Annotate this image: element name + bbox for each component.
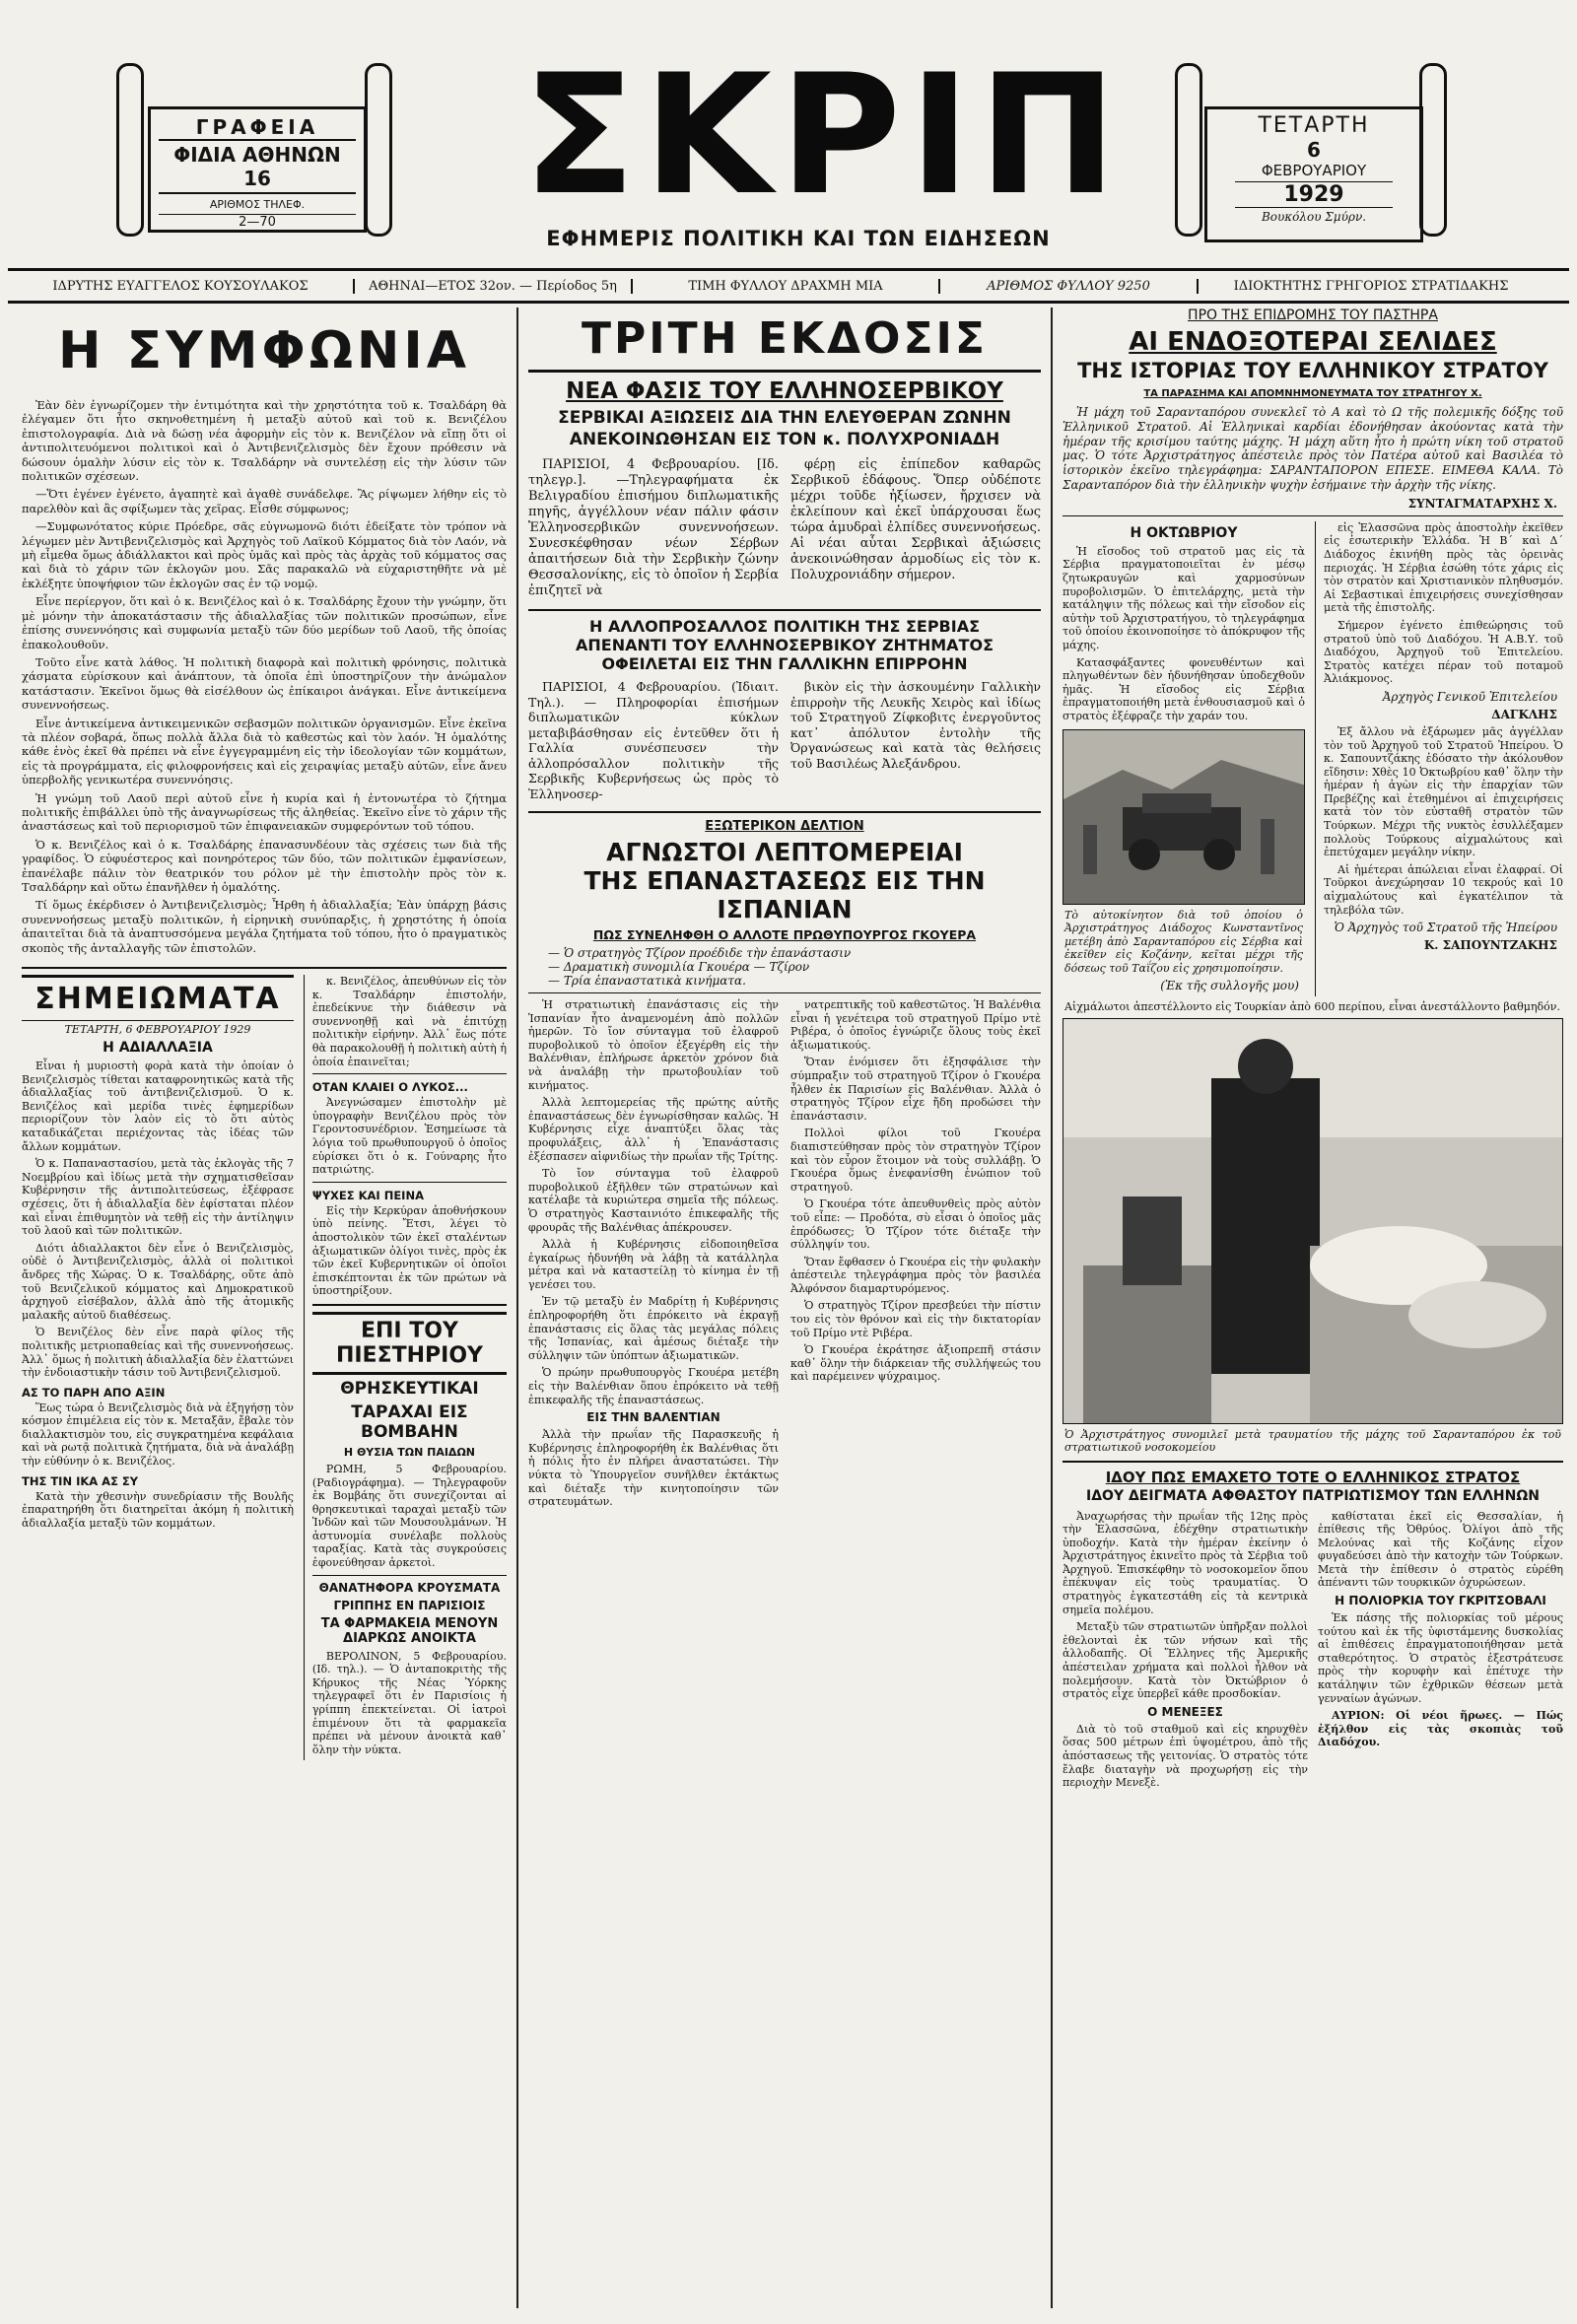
serbian-paragraph: φέρῃ εἰς ἐπίπεδον καθαρῶς Σερβικοῦ ἐδάφους. Ὅπερ οὐδέποτε μέχρι τοῦδε ἠξίωσεν, ἤρχισεν νὰ ἐκλείπουν καὶ ἐκεῖ ὑπάρχουσαι ἕως τώρα ἀμυδραὶ ἐλπίδες συνεννοήσεως. Αἱ νέαι αὗται Σερβικαὶ ἀξιώσεις ἀνεκοινώθησαν ἁρμοδίως εἰς τὸν κ. Πολυχρονιάδην σήμερον. — [790, 457, 1041, 582]
serbia-policy-story — [528, 679, 1041, 805]
serbian-paragraph: ΠΑΡΙΣΙΟΙ, 4 Φεβρουαρίου. [Ιδ. τηλεγρ.]. —Τηλεγραφήματα ἐκ Βελιγραδίου ἐπισήμου διπλωματικῆς πηγῆς, ἀγγέλλουν νέαν πάλιν φάσιν Ἑλληνοσερβικῶν συνεννοήσεων. Συνεσκέφθησαν νέων Σέρβων ἀπαιτήσεων διὰ τὴν Σερβικὴν ζώνην Θεσσαλονίκης, εἰς τὸ ὁποῖον ἡ Σερβία ἐπιζητεῖ νὰ — [528, 457, 779, 598]
serbian-head-3: ΑΝΕΚΟΙΝΩΘΗΣΑΝ ΕΙΣ ΤΟΝ κ. ΠΟΛΥΧΡΟΝΙΑΔΗ — [569, 430, 1000, 449]
editorial-paragraph: Τί ὅμως ἐκέρδισεν ὁ Ἀντιβενιζελισμὸς; Ἦρθη ἡ ἀδιαλλαξία; Ἐὰν ὑπάρχῃ βάσις συνεννοήσεως μεταξὺ πολιτικῶν, ἡ εἰρηνικὴ συνύπαρξις, ἡ χρηστότης ἡ ὁποία ἀπαιτεῖται διὰ τὰ ἀναπτυσσόμενα μεγάλα ζητήματα τοῦ τόπου, ἦτο ὁ πραγματικὸς σκοπὸς τῆς ἀνταλλαγῆς τῶν ἐπιστολῶν. — [22, 898, 507, 955]
serbia-policy-paragraph: ΠΑΡΙΣΙΟΙ, 4 Φεβρουαρίου. (Ἰδιαιτ. Τηλ.). — Πληροφορίαι ἐπισήμων διπλωματικῶν κύκλων μεταβιβάσθησαν εἰς ἐντεῦθεν ὅτι ἡ Γαλλία συνέσπευσεν τὴν ἀλλοπρόσαλλον πολιτικὴν τῆς Σερβικῆς Κυβερνήσεως ὡς πρὸς τὸ Ἑλληνοσερ- — [528, 679, 779, 801]
notes-paragraph: Ὁ κ. Παπαναστασίου, μετὰ τὰς ἐκλογὰς τῆς 7 Νοεμβρίου καὶ ἰδίως μετὰ τὴν σχηματισθεῖσαν Κυβέρνησιν τῆς ἀντιπολιτεύσεως, ἐξέφρασε σχέσεις, ὅτι ἡ ἀδιαλλαξία δὲν ἐφίσταται πλέον καὶ εἶναι ἐπιθυμητὸν νὰ τεθῇ εἰς τὴν ἀντίληψιν τοῦ λαοῦ καὶ τῶν πολιτικῶν. — [22, 1157, 294, 1238]
signature-title: Ἀρχηγὸς Γενικοῦ Ἐπιτελείου — [1382, 689, 1557, 704]
car-photo — [1063, 729, 1305, 905]
spain-head-2: ΤΗΣ ΕΠΑΝΑΣΤΑΣΕΩΣ ΕΙΣ ΤΗΝ ΙΣΠΑΝΙΑΝ — [583, 866, 986, 923]
spain-paragraph: Ἀλλὰ ἡ Κυβέρνησις εἰδοποιηθεῖσα ἐγκαίρως ἠδυνήθη νὰ λάβῃ τὰ κατάλληλα μέτρα καὶ νὰ καταστείλῃ τὸ κίνημα ἐν τῇ γενέσει του. — [528, 1238, 779, 1291]
piesterion-headline: ΕΠΙ ΤΟΥ ΠΙΕΣΤΗΡΙΟΥ — [312, 1312, 507, 1375]
army-paragraph: Ἐκ πάσης τῆς πολιορκίας τοῦ μέρους τούτου καὶ ἐκ τῆς ὑφιστάμενης δυσκολίας αἱ ἐπιθέσεις ἐπραγματοποιήθησαν μετὰ σταθερότητος. Ὁ στρατὸς ἐξεστράτευσε πρὸς τὴν κορυφὴν καὶ ἐπέτυχε τὴν κατάληψιν τῶν ἐχθρικῶν θέσεων μετὰ γενναίων ἀγώνων. — [1318, 1611, 1563, 1705]
army-story — [1063, 1510, 1563, 1794]
divider — [528, 992, 1041, 993]
spain-bullet: — Ὁ στρατηγὸς Τζίρον προέδιδε τὴν ἐπανάστασιν — [548, 946, 852, 960]
info-bar — [8, 268, 1569, 304]
left-ornament-scroll-2 — [365, 63, 392, 237]
price-label: ΤΙΜΗ ΦΥΛΛΟΥ ΔΡΑΧΜΗ ΜΙΑ — [633, 279, 940, 294]
editorial-body — [22, 398, 507, 955]
date-box — [1204, 106, 1423, 242]
founder-label: ΙΔΡΥΤΗΣ ΕΥΑΓΓΕΛΟΣ ΚΟΥΣΟΥΛΑΚΟΣ — [8, 279, 355, 294]
serbian-head-1: ΝΕΑ ΦΑΣΙΣ ΤΟΥ ΕΛΛΗΝΟΣΕΡΒΙΚΟΥ — [566, 378, 1003, 404]
spain-paragraph: Ὅταν ἐνόμισεν ὅτι ἐξησφάλισε τὴν σύμπραξιν τοῦ στρατηγοῦ Τζίρον ὁ Γκουέρα ἦλθεν ἐκ Παρισίων εἰς Βαλένθιαν. Ἀλλὰ ὁ στρατηγὸς Τζίρον εἶχε ἤδη προδώσει τὴν ἐπανάστασιν. — [790, 1056, 1041, 1123]
column-history — [1063, 308, 1563, 2308]
notes-small-head: ΑΣ ΤΟ ΠΑΡΗ ΑΠΟ ΑΞΙΝ — [22, 1385, 166, 1400]
editorial-paragraph: Ὁ κ. Βενιζέλος καὶ ὁ κ. Τσαλδάρης ἐπανασυνδέουν τὰς σχέσεις των διὰ τῆς γραφίδος. Ὁ εὐφυέστερος καὶ πονηρότερος τῶν δύο, τῶν πολιτικῶν ἐμφανίσεων, ἐπανέλαβε πάλιν τὸν θεατρικόν του ρόλον μὲ τὴν ἐπιστολὴν πρὸς τὸν κ. Τσαλδάρην καὶ οὕτω ἐπανῆλθεν ἡ ὁμαλότης. — [22, 837, 507, 894]
spain-paragraph: Ἡ στρατιωτικὴ ἐπανάστασις εἰς τὴν Ἱσπανίαν ἦτο ἀναμενομένη ἀπὸ πολλῶν ἡμερῶν. Τὸ ἴον σύνταγμα τοῦ ἐλαφροῦ πυροβολικοῦ τὸ ὁποῖον ἐξεγέρθη εἰς τὴν Βαλένθιαν, ἐπλήρωσε ἀρκετὸν χρόνον διὰ νὰ ἀναλάβῃ τὴν πρωτοβουλίαν τοῦ κινήματος. — [528, 998, 779, 1092]
spain-bullet: — Τρία ἐπαναστατικὰ κινήματα. — [548, 974, 746, 988]
column-news — [528, 308, 1041, 2308]
newspaper-subtitle: ΕΦΗΜΕΡΙΣ ΠΟΛΙΤΙΚΗ ΚΑΙ ΤΩΝ ΕΙΔΗΣΕΩΝ — [546, 227, 1051, 250]
date-month: ΦΕΒΡΟΥΑΡΙΟΥ — [1261, 162, 1367, 179]
spain-paragraph: Ὁ Γκουέρα ἐκράτησε ἀξιοπρεπῆ στάσιν καθ᾽ ὅλην τὴν διάρκειαν τῆς συλλήψεώς του καὶ παρέμεινεν ψύχραιμος. — [790, 1343, 1041, 1384]
notes-small-head-2: ΤΗΣ ΤΙΝ ΙΚΑ ΑΣ ΣΥ — [22, 1473, 139, 1488]
history-intro: Ἡ μάχη τοῦ Σαρανταπόρου συνεκλεῖ τὸ Α καὶ τὸ Ω τῆς πολεμικῆς δόξης τοῦ Ἑλληνικοῦ Στρατοῦ. Αἱ Ἑλληνικαὶ καρδίαι ἐδονήθησαν ἀκούοντας κατὰ τὴν ἡμέραν τῆς κρισίμου ταύτης μάχης. Ἡ μάχη αὕτη ἦτο ἡ πρώτη νίκη τοῦ στρατοῦ μας. Ὁ τότε Ἀρχιστράτηγος ἀπέστειλε πρὸς τὸν Πατέρα αὐτοῦ καὶ Βασιλέα τὸ ἱστορικὸν ἐκεῖνο τηλεγράφημα: ΣΑΡΑΝΤΑΠΟΡΟΝ ΕΠΕΣΕ. ΕΙΜΕΘΑ ΚΑΛΑ. Τὸ Σαρανταπόρον διὰ τὴν ἑλληνικὴν ψυχὴν ἐσήμαινε τὴν ἀρχὴν τῆς νίκης. — [1063, 405, 1563, 492]
hospital-photo — [1063, 1018, 1563, 1424]
date-year: 1929 — [1235, 181, 1393, 208]
spain-paragraph: νατρεπτικῆς τοῦ καθεστῶτος. Ἡ Βαλένθια εἶναι ἡ γενέτειρα τοῦ στρατηγοῦ Πρίμο ντὲ Ριβέρα, ὁ ὁποῖος ἐγνώριζε ὅλους τοὺς ἐκεῖ ἀξιωματικούς. — [790, 998, 1041, 1052]
phone-label: ΑΡΙΘΜΟΣ ΤΗΛΕΦ. — [209, 198, 306, 211]
spain-story — [528, 998, 1041, 1513]
army-right — [1318, 1510, 1563, 1794]
history-kicker: ΠΡΟ ΤΗΣ ΕΠΙΔΡΟΜΗΣ ΤΟΥ ΠΑΣΤΗΡΑ — [1188, 308, 1438, 323]
notes-small-paragraph: Ἕως τώρα ὁ Βενιζελισμὸς διὰ νὰ ἐξηγήσῃ τὸν κόσμον ἐπιμέλεια εἰς τὸν κ. Μεταξᾶν, ἔβαλε τὸν διαλλακτισμὸν του, εἰς συγκρατημένα κεφάλαια καὶ νὰ ρωτᾷ πολιτικὰ ζητήματα, διὰ νὰ ἀναλάβῃ τὴν εὐθύνην ὁ κ. Βενιζέλος. — [22, 1401, 294, 1469]
side-paragraph: Εἰς τὴν Κερκύραν ἀποθνήσκουν ὑπὸ πείνης. Ἔτσι, λέγει τὸ ἀποστολικὸν τῶν ἐκεῖ σταλέντων ἀξιωματικῶν ὀλίγοι τινὲς, πρὸς ἐκ τῶν ἐκεῖ Κυβερνητικῶν οἱ ὁποῖοι ἐπισκέπτονται ἐκ τῶν πρώτων νὰ ὑποστηρίξουν. — [311, 1203, 507, 1298]
signature-name: ΔΑΓΚΛΗΣ — [1491, 707, 1557, 721]
history-right-paragraph: Αἱ ἡμέτεραι ἀπώλειαι εἶναι ἐλαφραί. Οἱ Τοῦρκοι ἀνεχώρησαν 10 τεκρούς καὶ 10 αἰχμαλώτους καὶ ἐγκατέλιπον τὰ τηλεβόλα τῶν. — [1324, 862, 1563, 917]
history-signature: ΣΥΝΤΑΓΜΑΤΑΡΧΗΣ Χ. — [1407, 496, 1557, 511]
notes-side-column — [304, 975, 507, 1760]
city-year-label: ΑΘΗΝΑΙ—ΕΤΟΣ 32ον. — Περίοδος 5η — [355, 279, 633, 294]
spain-paragraph: Ὁ Γκουέρα τότε ἀπευθυνθεὶς πρὸς αὐτὸν τοῦ εἶπε: — Προδότα, σὺ εἶσαι ὁ ὁποῖος μᾶς ἐπρόδωσες; Ὁ Τζίρον τότε διέταξε τὴν σύλληψίν του. — [790, 1197, 1041, 1252]
bombay-head-3: Η ΘΥΣΙΑ ΤΩΝ ΠΑΙΔΩΝ — [343, 1445, 475, 1459]
offices-box — [148, 106, 367, 233]
side-paragraph: κ. Βενιζέλος, ἀπευθύνων εἰς τὸν κ. Τσαλδάρην ἐπιστολήν, ἐπεδείκνυε τὴν διάθεσιν νὰ συνεννοηθῇ καὶ νὰ ἐπιτύχῃ πολιτικὴν εἰρήνην. Ἀλλ᾽ ἕως πότε θὰ παρακολουθῇ ἡ πολιτικὴ αὐτὴ ἡ ὁποία ἐπαινεῖται; — [311, 975, 507, 1068]
spain-column-a — [528, 998, 779, 1513]
side-head: ΟΤΑΝ ΚΛΑΙΕΙ Ο ΛΥΚΟΣ... — [311, 1080, 468, 1095]
army-paragraph: καθίσταται ἐκεῖ εἰς Θεσσαλίαν, ἡ ἐπίθεσις τῆς Ὀθρύος. Ὀλίγοι ἀπὸ τῆς Μελούνας καὶ τῆς Κοζάνης εἶχον φυγαδεύσει ἀπὸ τὴν κατοχὴν τῶν Τούρκων. Μετὰ τὴν ἐπίθεσιν ὁ στρατὸς εὑρέθη ἀπέναντι τῶν τουρκικῶν ὀχυρώσεων. — [1318, 1509, 1563, 1590]
bombay-head-1: ΘΡΗΣΚΕΥΤΙΚΑΙ — [340, 1378, 479, 1399]
notes-section — [22, 975, 294, 1760]
spain-paragraph: Ὁ πρώην πρωθυπουργὸς Γκουέρα μετέβη εἰς τὴν Βαλένθιαν ὅπου ἐπρόκειτο νὰ τεθῇ ἐπικεφαλῆς τῆς ἐπαναστάσεως. — [528, 1366, 779, 1406]
prisoners-note: Αἰχμάλωτοι ἀπεστέλλοντο εἰς Τουρκίαν ἀπὸ 600 περίπου, εἶναι ἀνεστάλλοντο βαθμηδόν. — [1064, 1000, 1560, 1013]
notes-paragraph: Εἶναι ἡ μυριοστὴ φορὰ κατὰ τὴν ὁποίαν ὁ Βενιζελισμὸς τίθεται καταφρονητικῶς κατὰ τῆς ἀδιαλλαξίας τοῦ ἀντιβενιζελισμοῦ. Ὁ κ. Βενιζέλος καὶ μερίδα τινὲς ἐφημερίδων περιορίζουν τὸν λαὸν εἰς τὸ ὅτι αὐτὸς καταδικάζεται περιέχοντας τὰς ἰδέας τῶν ἄλλων κομμάτων. — [22, 1059, 294, 1153]
notes-paragraph: Διότι ἀδιαλλακτοι δὲν εἶνε ὁ Βενιζελισμὸς, οὐδὲ ὁ Ἀντιβενιζελισμὸς, ἀλλὰ οἱ πολιτικοὶ ἄνδρες τῆς Χώρας. Ὁ κ. Τσαλδάρης, οὔτε ἀπὸ τοῦ Βενιζελικοῦ κόμματος καὶ Δημοκρατικοῦ ἀρχηγοῦ εἰσέβαλον, ἀλλὰ ἀπὸ τῆς ἀτομικῆς μαλακῆς αὐτοῦ διαθέσεως. — [22, 1241, 294, 1322]
divider — [1063, 515, 1563, 516]
army-paragraph: Ἀναχωρήσας τὴν πρωΐαν τῆς 12ης πρὸς τὴν Ἐλασσῶνα, ἐδέχθην στρατιωτικὴν ὑποδοχήν. Κατὰ τὴν ἡμέραν ἐκείνην ὁ Ἀρχιστράτηγος ἐκινεῖτο πρὸς τὰ Σέρβια τοῦ Ἀρχηγοῦ. Ἐπισκέφθην τὸ νοσοκομεῖον ὅπου ἐπέκυψαν εἰς τοὺς τραυματίας. Ὁ στρατηγὸς ἐγκατεστάθη εἰς τὰ κεντρικὰ σημεῖα πολέμου. — [1063, 1509, 1308, 1616]
column-rule-1 — [516, 308, 518, 2308]
editorial-paragraph: Τοῦτο εἶνε κατὰ λάθος. Ἡ πολιτικὴ διαφορὰ καὶ πολιτικὴ φρόνησις, πολιτικὰ χάσματα εὑρίσκουν καὶ ἀνάπτουν, τὰ ὁποῖα ἐπὶ ὑποστηρίζουν τὴν ἀνώμαλον κατάστασιν. Ἐκεῖνοι ὅμως θὰ εἰσέλθουν ὡς ἐπίκαιροι ἀνάγκαι. Εἶνε ἀντικείμενα συνεννοήσεως. — [22, 654, 507, 713]
offices-title: ΓΡΑΦΕΙΑ — [159, 115, 356, 141]
divider — [312, 1575, 507, 1576]
signature-title: Ὁ Ἀρχηγὸς τοῦ Στρατοῦ τῆς Ἠπείρου — [1334, 921, 1557, 935]
valencia-head: ΕΙΣ ΤΗΝ ΒΑΛΕΝΤΙΑΝ — [586, 1410, 720, 1425]
spain-paragraph: Ὅταν ἔφθασεν ὁ Γκουέρα εἰς τὴν φυλακὴν ἀπέστειλε τηλεγράφημα πρὸς τὸν βασιλέα Ἀλφόνσον διαμαρτυρόμενος. — [790, 1255, 1041, 1295]
serbian-head-2: ΣΕΡΒΙΚΑΙ ΑΞΙΩΣΕΙΣ ΔΙΑ ΤΗΝ ΕΛΕΥΘΕΡΑΝ ΖΩΝΗΝ — [558, 408, 1011, 428]
notes-small-paragraph-2: Κατὰ τὴν χθεσινὴν συνεδρίασιν τῆς Βουλῆς ἐπαρατηρήθη ὅτι διατηρεῖται ἀκόμη ἡ πολιτικὴ ἀδιαλλαξία μεταξὺ τῶν κομμάτων. — [22, 1489, 294, 1530]
editorial-paragraph: Εἶνε περίεργον, ὅτι καὶ ὁ κ. Βενιζέλος καὶ ὁ κ. Τσαλδάρης ἔχουν τὴν γνώμην, ὅτι μὲ μόνην τὴν ἀποκατάστασιν τῆς ἀδιαλλαξίας τῶν πολιτικῶν προσώπων, εἶνε ἐπίσης συνεννόησις καὶ συμφωνία μεταξὺ τῶν δύο μερίδων τοῦ Λαοῦ, τῆς ὁποίας ἐπακολουθοῦν. — [22, 594, 507, 651]
side-head: ΨΥΧΕΣ ΚΑΙ ΠΕΙΝΑ — [311, 1188, 424, 1202]
serbia-policy-head-2: ΑΠΕΝΑΝΤΙ ΤΟΥ ΕΛΛΗΝΟΣΕΡΒΙΚΟΥ ΖΗΤΗΜΑΤΟΣ — [576, 636, 994, 654]
owner-label: ΙΔΙΟΚΤΗΤΗΣ ΓΡΗΓΟΡΙΟΣ ΣΤΡΑΤΙΔΑΚΗΣ — [1233, 278, 1509, 294]
october-paragraph: Κατασφάξαντες φονευθέντων καὶ πληγωθέντων δὲν ἠδυνήθησαν ὑποδεχθοῦν ἡμᾶς. Ἡ εἴσοδος εἰς Σέρβια ἐπραγματοποιήθη μετὰ ἐνθουσιασμοῦ καὶ ὁ στρατὸς ἐξέφραζε τὴν χαράν του. — [1063, 655, 1305, 722]
history-head-2: ΤΗΣ ΙΣΤΟΡΙΑΣ ΤΟΥ ΕΛΛΗΝΙΚΟΥ ΣΤΡΑΤΟΥ — [1077, 359, 1548, 382]
right-ornament-scroll — [1175, 63, 1202, 237]
spain-paragraph: Πολλοὶ φίλοι τοῦ Γκουέρα διαπιστεύθησαν πρὸς τὸν στρατηγὸν Τζίρον καὶ τὸν εὗρον ἕτοιμον νὰ τοὺς συλλάβῃ. Ὁ Γκουέρα ὅμως ἐνεφανίσθη ἐνώπιον τοῦ στρατηγοῦ. — [790, 1127, 1041, 1194]
flu-paragraph: ΒΕΡΟΛΙΝΟΝ, 5 Φεβρουαρίου. (Ιδ. τηλ.). — Ὁ ἀνταποκριτὴς τῆς Κήρυκος τῆς Νέας Ὑόρκης τηλεγραφεῖ ὅτι ἐν Παρισίοις ἡ γρίππη ἐπεκτείνεται. Οἱ ἰατροὶ ἐπιμένουν ὅτι τὰ φαρμακεῖα πρέπει νὰ μένουν ἀνοικτὰ καθ᾽ ὅλην τὴν νύκτα. — [311, 1649, 507, 1756]
spain-paragraph: Ὁ στρατηγὸς Τζίρον πρεσβεύει τὴν πίστιν του εἰς τὸν θρόνον καὶ εἰς τὴν δικτατορίαν τοῦ Πρίμο ντὲ Ριβέρα. — [790, 1299, 1041, 1339]
notes-headline: ΣΗΜΕΙΩΜΑΤΑ — [22, 975, 294, 1021]
date-weekday: ΤΕΤΑΡΤΗ — [1258, 113, 1370, 138]
valencia-paragraph: Ἀλλὰ τὴν πρωΐαν τῆς Παρασκευῆς ἡ Κυβέρνησις ἐπληροφορήθη ἐκ Βαλένθιας ὅτι ἡ πόλις ἦτο ἐν πλήρει ἀναστατώσει. Τὴν νύκτα τὸ Ὑπουργεῖον συνῆλθεν ἐκτάκτως καὶ διέταξε τὴν κινητοποίησιν τῶν στρατευμάτων. — [528, 1428, 779, 1509]
editorial-paragraph: Εἶνε ἀντικείμενα ἀντικειμενικῶν σεβασμῶν πολιτικῶν ὀργανισμῶν. Εἶνε ἐκεῖνα τὰ πλέον σοβαρά, ὅπως πολλὰ ἄλλα διὰ τὸ καθεστὼς καὶ τὸν λαόν. Ἡ ὁμαλότης κάθε ἑνὸς ἐκεῖ θὰ πρέπει νὰ εἶνε ἐγγεγραμμένη εἰς τὴν ἰδεολογίαν τῶν κομμάτων, εἰς τὰ προγράμματα, εἰς φιλοφρονήσεις καὶ εἰς χειραψίας μεταξὺ αὐτῶν, εἶνε ἄνευ ὑπερβολῆς γενικωτέρα συνεννόησις. — [22, 716, 507, 787]
side-paragraph: Ἀνεγνώσαμεν ἐπιστολὴν μὲ ὑπογραφὴν Βενιζέλου πρὸς τὸν Γεροντοσυνέδριον. Ἐσημείωσε τὰ λόγια τοῦ πρωθυπουργοῦ ὁ ὁποῖος εὑρίσκει ὅτι ὁ κ. Γούναρης ἦτο πατριώτης. — [311, 1096, 507, 1177]
spain-paragraph: Τὸ ἴον σύνταγμα τοῦ ἐλαφροῦ πυροβολικοῦ ἐξῆλθεν τῶν στρατώνων καὶ κατέλαβε τὰ κυριώτερα σημεῖα τῆς πόλεως. Ὁ στρατηγὸς Κασταινιότο ἐπικεφαλῆς τῆς φρουρᾶς τῆς Βαλένθιας ἀπέκρουσεν. — [528, 1167, 779, 1234]
divider — [528, 609, 1041, 611]
history-right — [1315, 521, 1563, 996]
issue-number: ΑΡΙΘΜΟΣ ΦΥΛΛΟΥ 9250 — [940, 279, 1199, 294]
history-two-col — [1063, 521, 1563, 996]
serbian-story — [528, 457, 1041, 603]
spain-bullet: — Δραματικὴ συνομιλία Γκουέρα — Τζίρον — [548, 960, 810, 974]
army-left — [1063, 1510, 1308, 1794]
army-paragraph: Διὰ τὸ τοῦ σταθμοῦ καὶ εἰς κηρυχθὲν ὅσας 500 μέτρων ἐπὶ ὑψομέτρου, ἀπὸ τῆς ἀπόστασεως τῆς γειτονίας. Ὁ στρατὸς τότε ἔλαβε διαταγὴν νὰ προχωρήσῃ εἰς τὴν περιοχὴν Μενεξὲ. — [1063, 1722, 1308, 1790]
editorial-paragraph: —Συμφωνότατος κύριε Πρόεδρε, σᾶς εὐγνωμονῶ διότι ἐδείξατε τὸν τρόπον νὰ λέγωμεν μὲν Ἀντιβενιζελισμὸς καὶ Ἀρχηγὸς τοῦ Λαϊκοῦ Κόμματος διὰ τὸν Λαόν, νὰ μὴ εἶμεθα ὅμως ἀδιάλλακτοι καὶ πρὸς ὑμᾶς καὶ πρὸς τὰς ἀρχὰς τοῦ κόμματος σας καὶ διὰ τὸ χάριν τῶν ἐκλογῶν μου. Σᾶς παρακαλῶ νὰ εὐχαριστηθῆτε νὰ μὲ ἐκλέξητε ὑποψήφιον τῶν ἐκλογῶν σας ἐν τῷ νομῷ. — [22, 519, 507, 590]
army-head-2: ΙΔΟΥ ΔΕΙΓΜΑΤΑ ΑΦΘΑΣΤΟΥ ΠΑΤΡΙΩΤΙΣΜΟΥ ΤΩΝ ΕΛΛΗΝΩΝ — [1086, 1487, 1540, 1504]
history-head-3: ΤΑ ΠΑΡΑΣΗΜΑ ΚΑΙ ΑΠΟΜΝΗΜΟΝΕΥΜΑΤΑ ΤΟΥ ΣΤΡΑΤΗΓΟΥ Χ. — [1143, 388, 1482, 399]
date-saint: Βουκόλου Σμύρν. — [1261, 210, 1367, 224]
flu-head-1: ΘΑΝΑΤΗΦΟΡΑ ΚΡΟΥΣΜΑΤΑ — [318, 1580, 501, 1595]
divider — [528, 811, 1041, 813]
notes-paragraph: Ὁ Βενιζέλος δὲν εἶνε παρὰ φίλος τῆς πολιτικῆς μετριοπαθείας καὶ τῆς συνεννοήσεως. Ἀλλ᾽ ὅμως ἡ πολιτικὴ ἀδιαλλαξία δὲν ἐλαττώνει τὴν ἐνδοιαστικὴν τάσιν τοῦ Ἀντιβενιζελισμοῦ. — [22, 1326, 294, 1380]
october-head: Η ΟΚΤΩΒΡΙΟΥ — [1130, 524, 1238, 541]
third-edition-banner: ΤΡΙΤΗ ΕΚΔΟΣΙΣ — [528, 308, 1041, 373]
column-editorial — [22, 308, 507, 2308]
history-right-paragraph: εἰς Ἐλασσῶνα πρὸς ἀποστολὴν ἐκεῖθεν εἰς ἐσωτερικὴν Ἑλλάδα. Ἡ Β΄ καὶ Δ΄ Διάδοχος ἐκινήθη πρὸς τὰς ὀρεινὰς περιοχάς. Ἡ Σέρβια ἐσώθη τότε χάρις εἰς τὸν στρατὸν καὶ Χριστιανικὸν πληθυσμόν. Αἱ Σεβαστικαὶ ἐπιχειρήσεις συνεχίσθησαν μετὰ τῆς ἐπιστολῆς. — [1324, 520, 1563, 615]
editorial-paragraph: Ἡ γνώμη τοῦ Λαοῦ περὶ αὐτοῦ εἶνε ἡ κυρία καὶ ἡ ἐντονωτέρα τὸ ζήτημα πολιτικῆς ἐπιβάλλει ὑπὸ τῆς ἀναγνωρίσεως τῆς ἀληθείας. Ἐκεῖνο εἶνε τὸ χάριν τῆς ἀναστάσεως καὶ τοῦ περιορισμοῦ τῶν ἐπιφανειακῶν συμφερόντων τοῦ τόπου. — [22, 790, 507, 834]
editorial-paragraph: —Ὅτι ἐγένεν ἐγένετο, ἀγαπητὲ καὶ ἀγαθὲ συνάδελφε. Ἂς ρίψωμεν λήθην εἰς τὸ παρελθὸν καὶ ἂς σφίξωμεν τὰς χεῖρας. Εἶσθε σύμφωνος; — [22, 487, 507, 515]
flu-head-2: ΓΡΙΠΠΗΣ ΕΝ ΠΑΡΙΣΙΟΙΣ — [333, 1598, 486, 1612]
history-left — [1063, 521, 1305, 996]
car-photo-caption: Τὸ αὐτοκίνητον διὰ τοῦ ὁποίου ὁ Ἀρχιστράτηγος Διάδοχος Κωνσταντῖνος μετέβη ἀπὸ Σαρανταπόρου εἰς Σέρβια καὶ ἐκεῖθεν εἰς Κοζάνην, κεῖται μέχρι τῆς δόσεως τοῦ Ταΐζου εἰς χρησιμοποίησιν. — [1064, 908, 1303, 975]
october-paragraph: Ἡ εἴσοδος τοῦ στρατοῦ μας εἰς τὰ Σέρβια πραγματοποιεῖται ἐν μέσῳ ζητωκραυγῶν καὶ χαρμοσύνων πυροβολισμῶν. Ὁ ἐπιτελάρχης, μετὰ τὴν κατάληψιν τῆς πόλεως καὶ τὴν εἴσοδον εἰς αὐτὴν τοῦ Ἀρχιστρατήγου, τὸ τηλεγράφημα τοῦ ὁποίου ἐκοινοποίησε τὸ ἀπόκρυφον τῆς μάχης. — [1063, 544, 1305, 651]
column-rule-2 — [1051, 308, 1053, 2308]
serbia-policy-head-1: Η ΑΛΛΟΠΡΟΣΑΛΛΟΣ ΠΟΛΙΤΙΚΗ ΤΗΣ ΣΕΡΒΙΑΣ — [588, 617, 980, 636]
date-day: 6 — [1307, 138, 1321, 162]
car-photo-graphic — [1063, 730, 1305, 904]
siege-head: Η ΠΟΛΙΟΡΚΙΑ ΤΟΥ ΓΚΡΙΤΣΟΒΑΛΙ — [1335, 1594, 1546, 1608]
divider — [312, 1073, 507, 1074]
army-head-1: ΙΔΟΥ ΠΩΣ ΕΜΑΧΕΤΟ ΤΟΤΕ Ο ΕΛΛΗΝΙΚΟΣ ΣΤΡΑΤΟΣ — [1105, 1468, 1521, 1486]
car-photo-source: (Ἐκ τῆς συλλογῆς μου) — [1160, 979, 1299, 992]
divider — [312, 1304, 507, 1306]
bombay-paragraph: ΡΩΜΗ, 5 Φεβρουαρίου. (Ραδιογράφημα). — Τηλεγραφοῦν ἐκ Βομβάης ὅτι συνεχίζονται αἱ θρησκευτικαὶ ταραχαὶ μεταξὺ τῶν Ἰνδῶν καὶ τῶν Μουσουλμάνων. Ἡ ἀστυνομία συνέλαβε πολλοὺς ταραξίας. Κατὰ τὰς συγκρούσεις ἐφονεύθησαν ἀρκετοὶ. — [311, 1462, 507, 1570]
army-paragraph: Μεταξὺ τῶν στρατιωτῶν ὑπῆρξαν πολλοὶ ἐθελονταὶ ἐκ τῶν νήσων καὶ τῆς ἀλλοδαπῆς. Οἱ Ἕλληνες τῆς Ἀμερικῆς ἀπέστειλαν χρήματα καὶ πολλοὶ ἦλθον νὰ πολεμήσουν. Κατὰ τὸν Ὀκτώβριον ὁ στρατὸς εἶχε ὑπερβεῖ κάθε προσδοκίαν. — [1063, 1620, 1308, 1701]
history-head-1: ΑΙ ΕΝΔΟΞΟΤΕΡΑΙ ΣΕΛΙΔΕΣ — [1129, 327, 1497, 357]
editorial-paragraph: Ἐὰν δὲν ἐγνωρίζομεν τὴν ἐντιμότητα καὶ τὴν χρηστότητα τοῦ κ. Τσαλδάρη θὰ ἐλέγαμεν ὅτι ἦτο σκηνοθετημένη ἡ μεταξὺ αὐτοῦ καὶ τοῦ κ. Βενιζέλου ἐπιστολογραφία. Διὰ νὰ δώσῃ νέα ἀφορμὴν εἰς τὸν κ. Βενιζέλον νὰ εἴπῃ ὅτι οἱ ἀντιπολιτευόμενοι πολιτικοὶ καὶ ὁ Ἀντιβενιζελισμὸς δὲν ἔχουν πρόθεσιν νὰ δώσουν ὁμαλὴν λύσιν εἰς τὸν κ. Τσαλδάρην νὰ συντελέσῃ εἰς τὴν λύσιν τῶν πολιτικῶν σχέσεων. — [22, 398, 507, 484]
spain-paragraph: Ἀλλὰ λεπτομερείας τῆς πρώτης αὐτῆς ἐπαναστάσεως δὲν ἐγνωρίσθησαν καλῶς. Ἡ Κυβέρνησις εἶχε ἀναπτύξει ὅλας τὰς προφυλάξεις, ἀλλ᾽ ἡ Ἐπανάστασις ἐξέσπασεν αἰφνιδίως τὴν πρωΐαν τῆς Τρίτης. — [528, 1096, 779, 1163]
phone-number: 2—70 — [159, 214, 356, 230]
tomorrow-note: ΑΥΡΙΟΝ: Οἱ νέοι ἥρωες. — Πώς ἐξήλθον εἰς τὰς σκοπιὰς τοῦ Διαδόχου. — [1318, 1709, 1563, 1749]
flu-head-3: ΤΑ ΦΑΡΜΑΚΕΙΑ ΜΕΝΟΥΝ ΔΙΑΡΚΩΣ ΑΝΟΙΚΤΑ — [320, 1615, 499, 1646]
history-right-paragraph: Ἐξ ἄλλου νὰ ἐξάρωμεν μᾶς ἀγγέλλαν τὸν τοῦ Ἀρχηγοῦ τοῦ Στρατοῦ Ἠπείρου. Ὁ κ. Σαπουντζάκης ἐδόσατο τὴν ἀκόλουθον εἴδησιν: Χθὲς 10 Ὀκτωβρίου καθ᾽ ὅλην τὴν ἡμέραν ἡ ἀγὼν εἰς τὴν ἐπαρχίαν τῶν Πρεβέζης καὶ ἐτεθημένοι αἱ ἐπιχειρήσεις κατὰ τὸν τὸν εὐσταθῆ στρατὸν τῶν Τούρκων. Μέχρι τῆς νυκτὸς ἐσυλλέξαμεν πολλοὺς Τούρκους αἰχμαλώτους καὶ ἐπετύχαμεν μεγάλην νίκην. — [1324, 724, 1563, 859]
serbia-policy-head-3: ΟΦΕΙΛΕΤΑΙ ΕΙΣ ΤΗΝ ΓΑΛΛΙΚΗΝ ΕΠΙΡΡΟΗΝ — [601, 654, 968, 673]
spain-column-b — [790, 998, 1041, 1513]
newspaper-logo: ΣΚΡΙΠ — [522, 38, 1126, 232]
spain-head-1: ΑΓΝΩΣΤΟΙ ΛΕΠΤΟΜΕΡΕΙΑΙ — [606, 838, 963, 866]
spain-bullets — [548, 946, 1021, 988]
history-right-paragraph: Σήμερον ἐγένετο ἐπιθεώρησις τοῦ στρατοῦ ὑπὸ τοῦ Διαδόχου. Ἡ Α.Β.Υ. τοῦ Διαδόχου, Ἀρχηγοῦ τοῦ Ἐπιτελείου. Στρατὸς κατέχει πέραν τοῦ ποταμοῦ Ἀλιάκμονος. — [1324, 618, 1563, 686]
serbia-policy-paragraph: βικὸν εἰς τὴν ἀσκουμένην Γαλλικὴν ἐπιρροὴν τῆς Λευκῆς Χειρὸς καὶ ἰδίως τοῦ Στρατηγοῦ Ζίφκοβιτς ἐνεργοῦντος κατ᾽ ἀπόλυτον ἐντολὴν τῆς Ὀργανώσεως καὶ κατὰ τὰς θελήσεις τοῦ Βασιλέως Ἀλεξάνδρου. — [790, 679, 1041, 771]
hospital-photo-caption: Ὁ Ἀρχιστράτηγος συνομιλεῖ μετὰ τραυματίου τῆς μάχης τοῦ Σαρανταπόρου ἐκ τοῦ στρατιωτικοῦ νοσοκομείου — [1064, 1427, 1561, 1454]
offices-address: ΦΙΔΙΑ ΑΘΗΝΩΝ 16 — [159, 141, 356, 194]
spain-head-3: ΠΩΣ ΣΥΝΕΛΗΦΘΗ Ο ΑΛΛΟΤΕ ΠΡΩΘΥΠΟΥΡΓΟΣ ΓΚΟΥΕΡΑ — [592, 927, 977, 942]
hospital-photo-graphic — [1063, 1019, 1563, 1423]
bombay-head-2: ΤΑΡΑΧΑΙ ΕΙΣ ΒΟΜΒΑΗΝ — [351, 1401, 468, 1442]
right-ornament-scroll-2 — [1419, 63, 1447, 237]
divider — [312, 1182, 507, 1183]
signature-name: Κ. ΣΑΠΟΥΝΤΖΑΚΗΣ — [1423, 938, 1557, 953]
editorial-headline: Η ΣΥΜΦΩΝΙΑ — [57, 321, 471, 380]
notes-subhead: Η ΑΔΙΑΛΛΑΞΙΑ — [103, 1040, 213, 1057]
notes-date: ΤΕΤΑΡΤΗ, 6 ΦΕΒΡΟΥΑΡΙΟΥ 1929 — [64, 1023, 251, 1037]
foreign-bulletin-label: ΕΞΩΤΕΡΙΚΟΝ ΔΕΛΤΙΟΝ — [705, 819, 864, 834]
menexes-head: Ο ΜΕΝΕΞΕΣ — [1147, 1704, 1223, 1719]
left-ornament-scroll — [116, 63, 144, 237]
divider — [22, 967, 507, 969]
spain-paragraph: Ἐν τῷ μεταξὺ ἐν Μαδρίτῃ ἡ Κυβέρνησις ἐπληροφορήθη ὅτι ἐπρόκειτο νὰ ἐκραγῇ ἐπανάστασις εἰς ὅλας τὰς μεγάλας πόλεις τῆς Ἱσπανίας, καὶ ἀμέσως διέταξε τὴν σύλληψιν τῶν ὑπόπτων ἀξιωματικῶν. — [528, 1295, 779, 1362]
divider — [1063, 1461, 1563, 1463]
